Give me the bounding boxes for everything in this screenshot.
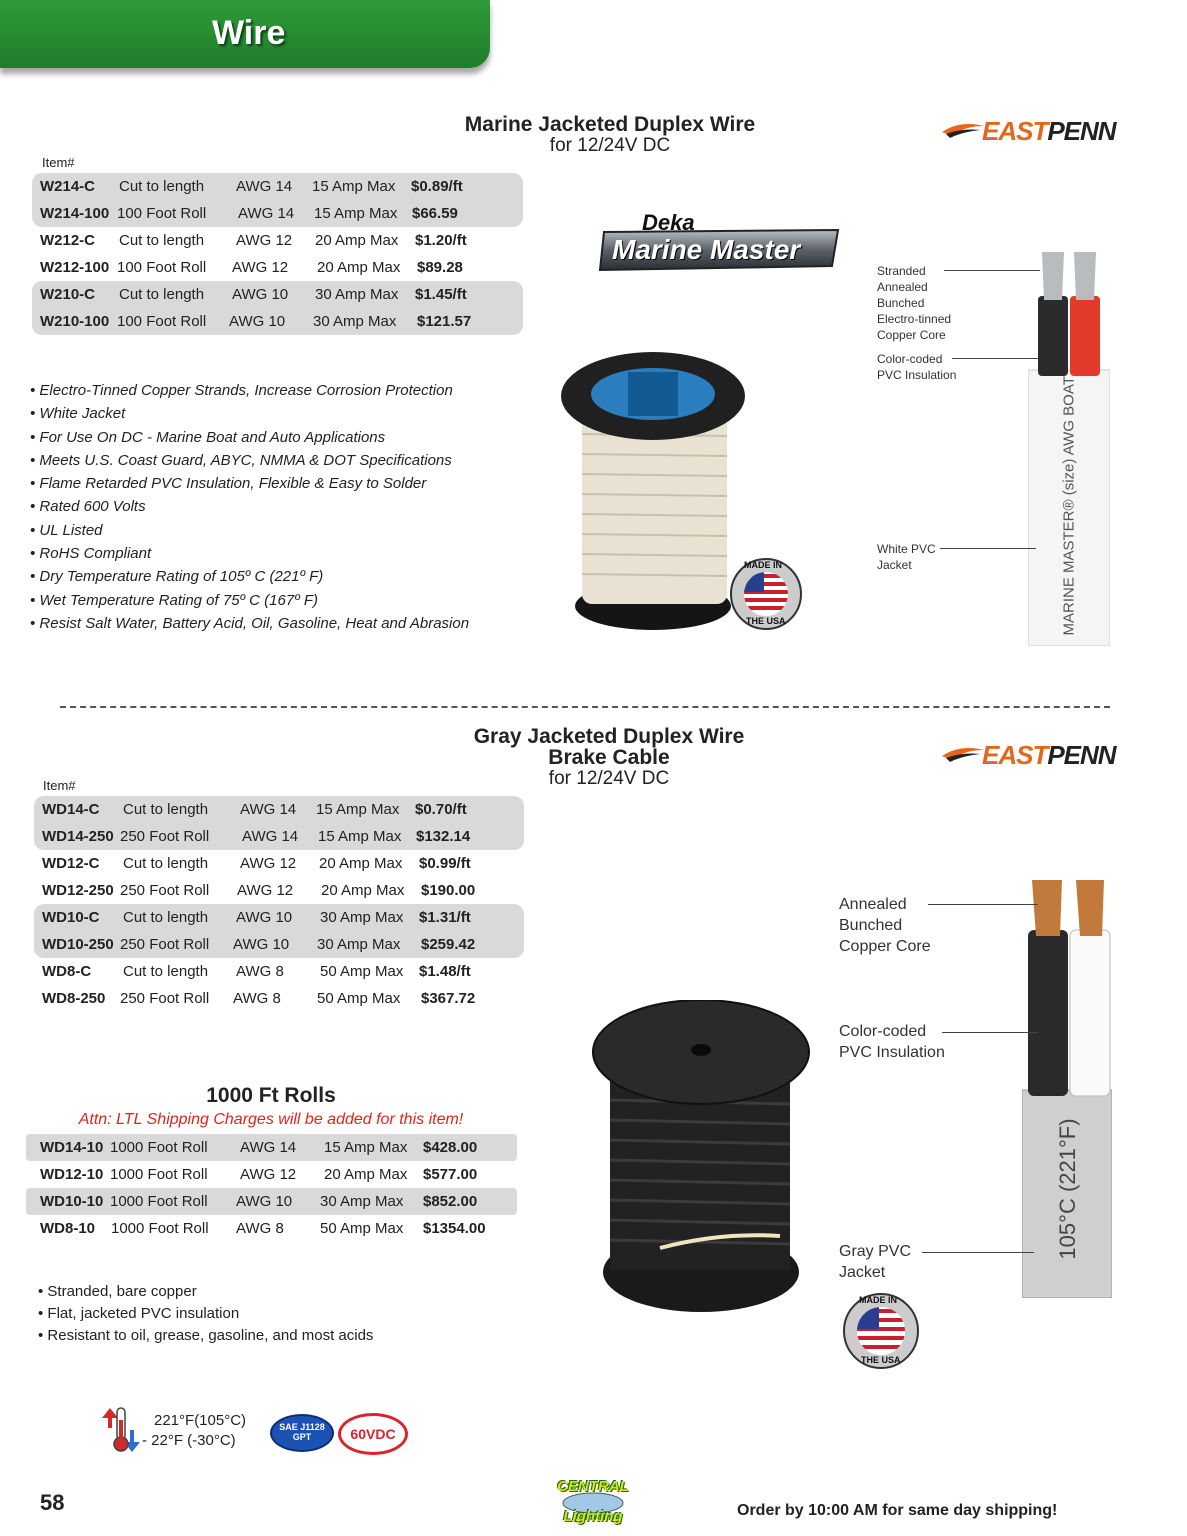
item-price: $1354.00 — [423, 1220, 486, 1237]
item-price: $1.48/ft — [419, 963, 471, 980]
black-wire-spool-image — [590, 1000, 812, 1312]
section2-item-header: Item# — [43, 778, 76, 793]
item-price: $852.00 — [423, 1193, 478, 1210]
badge-bottom-text: THE USA — [861, 1355, 901, 1365]
item-amp: 20 Amp Max — [315, 232, 399, 249]
item-awg: AWG 8 — [233, 990, 281, 1007]
rolls-price-table — [26, 1134, 517, 1242]
made-in-usa-badge — [843, 1293, 919, 1369]
callout-text: Color-coded — [839, 1023, 927, 1040]
gray-cable-diagram — [1022, 874, 1112, 1298]
made-in-usa-badge — [730, 558, 802, 630]
rolls-title: 1000 Ft Rolls — [206, 1084, 336, 1107]
temp-high-text: 221°F(105°C) — [154, 1412, 247, 1429]
item-amp: 20 Amp Max — [321, 882, 405, 899]
callout-text: PVC Insulation — [839, 1044, 945, 1061]
eastpenn-swoosh-icon — [942, 744, 984, 764]
item-price: $1.45/ft — [415, 286, 467, 303]
item-desc: 1000 Foot Roll — [111, 1220, 209, 1237]
item-awg: AWG 12 — [240, 1166, 297, 1183]
list-item: • For Use On DC - Marine Boat and Auto Applications — [30, 428, 386, 446]
badge-bottom-text: THE USA — [746, 616, 786, 626]
callout-text: Annealed — [877, 280, 928, 294]
item-amp: 50 Amp Max — [320, 963, 404, 980]
eastpenn-east: EAST — [982, 740, 1048, 770]
section1-feature-list — [30, 379, 530, 635]
item-awg: AWG 14 — [242, 828, 299, 845]
item-awg: AWG 14 — [238, 205, 295, 222]
item-number: WD10-C — [42, 909, 100, 926]
item-price: $1.20/ft — [415, 232, 467, 249]
callout-insulation — [839, 1021, 945, 1063]
section1-price-table — [32, 173, 523, 335]
item-price: $190.00 — [421, 882, 476, 899]
table-row — [34, 931, 524, 958]
callout-text: PVC Insulation — [877, 368, 957, 382]
header-tab — [0, 0, 490, 68]
item-amp: 15 Amp Max — [316, 801, 400, 818]
list-item: • RoHS Compliant — [30, 545, 152, 563]
item-desc: 100 Foot Roll — [117, 205, 207, 222]
marine-cable-diagram — [1028, 242, 1110, 646]
callout-text: Annealed — [839, 896, 907, 913]
item-price: $1.31/ft — [419, 909, 471, 926]
list-item: • Rated 600 Volts — [30, 498, 146, 516]
table-row — [32, 200, 523, 227]
table-row — [32, 281, 523, 308]
callout-leader — [952, 358, 1038, 359]
item-price: $367.72 — [421, 990, 476, 1007]
item-number: WD14-C — [42, 801, 100, 818]
list-item: • Flame Retarded PVC Insulation, Flexible & Easy to Solder — [30, 475, 427, 493]
item-price: $259.42 — [421, 936, 476, 953]
callout-text: Gray PVC — [839, 1243, 912, 1260]
item-awg: AWG 12 — [232, 259, 289, 276]
item-number: WD12-C — [42, 855, 100, 872]
item-amp: 20 Amp Max — [319, 855, 403, 872]
section2-subtitle: for 12/24V DC — [548, 768, 670, 789]
sae-j1128-badge — [270, 1414, 334, 1452]
eastpenn-logo — [942, 740, 1116, 770]
item-price: $0.70/ft — [415, 801, 467, 818]
callout-leader — [942, 1032, 1038, 1033]
item-desc: 1000 Foot Roll — [110, 1166, 208, 1183]
item-number: WD12-250 — [42, 882, 114, 899]
section2-title2: Brake Cable — [548, 746, 670, 769]
item-amp: 15 Amp Max — [312, 178, 396, 195]
item-price: $0.89/ft — [411, 178, 463, 195]
deka-marine-master-logo — [598, 208, 844, 274]
section2-title: Gray Jacketed Duplex Wire — [473, 725, 745, 748]
item-number: W212-100 — [40, 259, 110, 276]
page-title: Wire — [212, 14, 286, 52]
table-row — [32, 173, 523, 200]
item-desc: 1000 Foot Roll — [110, 1139, 208, 1156]
logo-bottom-text: Lighting — [563, 1508, 623, 1525]
list-item: • Dry Temperature Rating of 105º C (221º F) — [30, 568, 324, 586]
central-lighting-logo — [538, 1478, 648, 1528]
item-price: $428.00 — [423, 1139, 478, 1156]
jacket-print-text: MARINE MASTER® (size) AWG BOAT — [1060, 376, 1078, 636]
callout-core — [839, 894, 931, 957]
table-row — [26, 1161, 517, 1188]
item-desc: 100 Foot Roll — [117, 259, 207, 276]
item-awg: AWG 12 — [240, 855, 297, 872]
item-desc: Cut to length — [119, 232, 205, 249]
table-row — [32, 308, 523, 335]
jacket-print-text: 105°C (221°F) — [1055, 1118, 1080, 1260]
callout-leader — [928, 904, 1038, 905]
table-row — [34, 904, 524, 931]
item-number: W212-C — [40, 232, 96, 249]
item-number: W210-C — [40, 286, 96, 303]
item-awg: AWG 12 — [237, 882, 294, 899]
table-row — [34, 823, 524, 850]
list-item: • Meets U.S. Coast Guard, ABYC, NMMA & DOT Specifications — [30, 451, 452, 469]
item-awg: AWG 10 — [229, 313, 286, 330]
section1-subtitle: for 12/24V DC — [549, 135, 671, 156]
callout-text: Copper Core — [839, 938, 931, 955]
table-row — [34, 850, 524, 877]
table-row — [32, 227, 523, 254]
item-price: $577.00 — [423, 1166, 478, 1183]
item-desc: Cut to length — [123, 963, 209, 980]
item-desc: 1000 Foot Roll — [110, 1193, 208, 1210]
item-awg: AWG 14 — [236, 178, 293, 195]
list-item: • Resistant to oil, grease, gasoline, and most acids — [38, 1327, 374, 1344]
white-wire-spool-image — [558, 344, 748, 644]
eastpenn-penn: PENN — [1047, 116, 1116, 146]
section2-price-table — [34, 796, 524, 1012]
callout-core — [877, 263, 951, 343]
callout-leader — [940, 548, 1036, 549]
callout-text: Jacket — [839, 1264, 886, 1281]
item-awg: AWG 8 — [236, 963, 284, 980]
table-row — [26, 1215, 517, 1242]
rolls-attn-note: Attn: LTL Shipping Charges will be added for this item! — [78, 1111, 464, 1128]
list-item: • Flat, jacketed PVC insulation — [38, 1305, 240, 1322]
sae-bottom-text: GPT — [292, 1432, 312, 1442]
item-desc: 100 Foot Roll — [117, 313, 207, 330]
callout-text: Color-coded — [877, 352, 943, 366]
eastpenn-east: EAST — [982, 116, 1048, 146]
logo-top-text: CENTRAL — [557, 1478, 629, 1495]
item-desc: 250 Foot Roll — [120, 990, 210, 1007]
item-desc: Cut to length — [119, 178, 205, 195]
callout-text: Copper Core — [877, 328, 946, 342]
badge-top-text: MADE IN — [744, 560, 782, 570]
table-row — [34, 958, 524, 985]
list-item: • Electro-Tinned Copper Strands, Increase Corrosion Protection — [30, 382, 453, 399]
callout-leader — [922, 1252, 1034, 1253]
table-row — [34, 985, 524, 1012]
item-amp: 15 Amp Max — [318, 828, 402, 845]
table-row — [34, 796, 524, 823]
item-number: WD8-10 — [40, 1220, 96, 1237]
item-number: W214-100 — [40, 205, 110, 222]
badge-top-text: MADE IN — [859, 1295, 897, 1305]
item-amp: 30 Amp Max — [313, 313, 397, 330]
callout-text: Bunched — [839, 917, 903, 934]
callout-text: Bunched — [877, 296, 925, 310]
item-awg: AWG 12 — [236, 232, 293, 249]
marine-master-text: Marine Master — [612, 234, 801, 265]
item-number: W210-100 — [40, 313, 110, 330]
list-item: • Wet Temperature Rating of 75º C (167º F) — [30, 591, 319, 609]
table-row — [26, 1134, 517, 1161]
item-number: WD8-250 — [42, 990, 106, 1007]
list-item: • Stranded, bare copper — [38, 1283, 197, 1300]
item-awg: AWG 10 — [232, 286, 289, 303]
callout-jacket — [839, 1241, 911, 1283]
item-amp: 15 Amp Max — [314, 205, 398, 222]
list-item: • UL Listed — [30, 521, 103, 539]
item-desc: Cut to length — [119, 286, 205, 303]
eastpenn-logo — [942, 116, 1116, 146]
item-amp: 30 Amp Max — [320, 1193, 404, 1210]
item-awg: AWG 10 — [236, 909, 293, 926]
callout-text: White PVC — [877, 542, 936, 556]
item-number: WD12-10 — [40, 1166, 104, 1183]
callout-insulation — [877, 351, 956, 383]
order-note: Order by 10:00 AM for same day shipping! — [737, 1502, 1058, 1519]
item-desc: Cut to length — [123, 909, 209, 926]
item-number: WD14-10 — [40, 1139, 104, 1156]
item-awg: AWG 8 — [236, 1220, 284, 1237]
item-amp: 50 Amp Max — [317, 990, 401, 1007]
item-number: WD10-250 — [42, 936, 114, 953]
item-desc: 250 Foot Roll — [120, 828, 210, 845]
item-amp: 15 Amp Max — [324, 1139, 408, 1156]
eastpenn-swoosh-icon — [942, 120, 984, 140]
callout-text: Stranded — [877, 264, 926, 278]
item-amp: 30 Amp Max — [320, 909, 404, 926]
list-item: • Resist Salt Water, Battery Acid, Oil, Gasoline, Heat and Abrasion — [30, 614, 470, 632]
table-row — [32, 254, 523, 281]
item-price: $89.28 — [417, 259, 463, 276]
deka-text: Deka — [642, 210, 695, 235]
table-row — [34, 877, 524, 904]
eastpenn-penn: PENN — [1047, 740, 1116, 770]
temp-low-text: - 22°F (-30°C) — [142, 1432, 236, 1449]
item-price: $121.57 — [417, 313, 472, 330]
item-price: $66.59 — [412, 205, 458, 222]
item-awg: AWG 10 — [233, 936, 290, 953]
item-desc: 250 Foot Roll — [120, 936, 210, 953]
callout-text: Jacket — [877, 558, 912, 572]
section2-feature-list — [38, 1281, 498, 1347]
callout-leader — [944, 270, 1040, 271]
item-awg: AWG 10 — [236, 1193, 293, 1210]
temperature-range-icon — [100, 1404, 142, 1456]
item-awg: AWG 14 — [240, 1139, 297, 1156]
callout-text: Electro-tinned — [877, 312, 952, 326]
item-price: $132.14 — [416, 828, 471, 845]
60vdc-badge: 60VDC — [338, 1413, 408, 1455]
table-row — [26, 1188, 517, 1215]
item-desc: 250 Foot Roll — [120, 882, 210, 899]
page-number: 58 — [40, 1490, 65, 1515]
item-desc: Cut to length — [123, 801, 209, 818]
item-number: WD8-C — [42, 963, 92, 980]
item-amp: 50 Amp Max — [320, 1220, 404, 1237]
item-price: $0.99/ft — [419, 855, 471, 872]
item-number: W214-C — [40, 178, 96, 195]
item-amp: 20 Amp Max — [317, 259, 401, 276]
item-number: WD14-250 — [42, 828, 114, 845]
item-amp: 30 Amp Max — [317, 936, 401, 953]
section1-title: Marine Jacketed Duplex Wire — [464, 113, 756, 136]
list-item: • White Jacket — [30, 405, 126, 423]
item-desc: Cut to length — [123, 855, 209, 872]
callout-jacket — [877, 541, 936, 573]
item-number: WD10-10 — [40, 1193, 104, 1210]
section1-item-header: Item# — [42, 155, 75, 170]
item-amp: 30 Amp Max — [315, 286, 399, 303]
item-awg: AWG 14 — [240, 801, 297, 818]
item-amp: 20 Amp Max — [324, 1166, 408, 1183]
section-divider — [60, 706, 1110, 708]
sae-top-text: SAE J1128 — [279, 1422, 325, 1432]
